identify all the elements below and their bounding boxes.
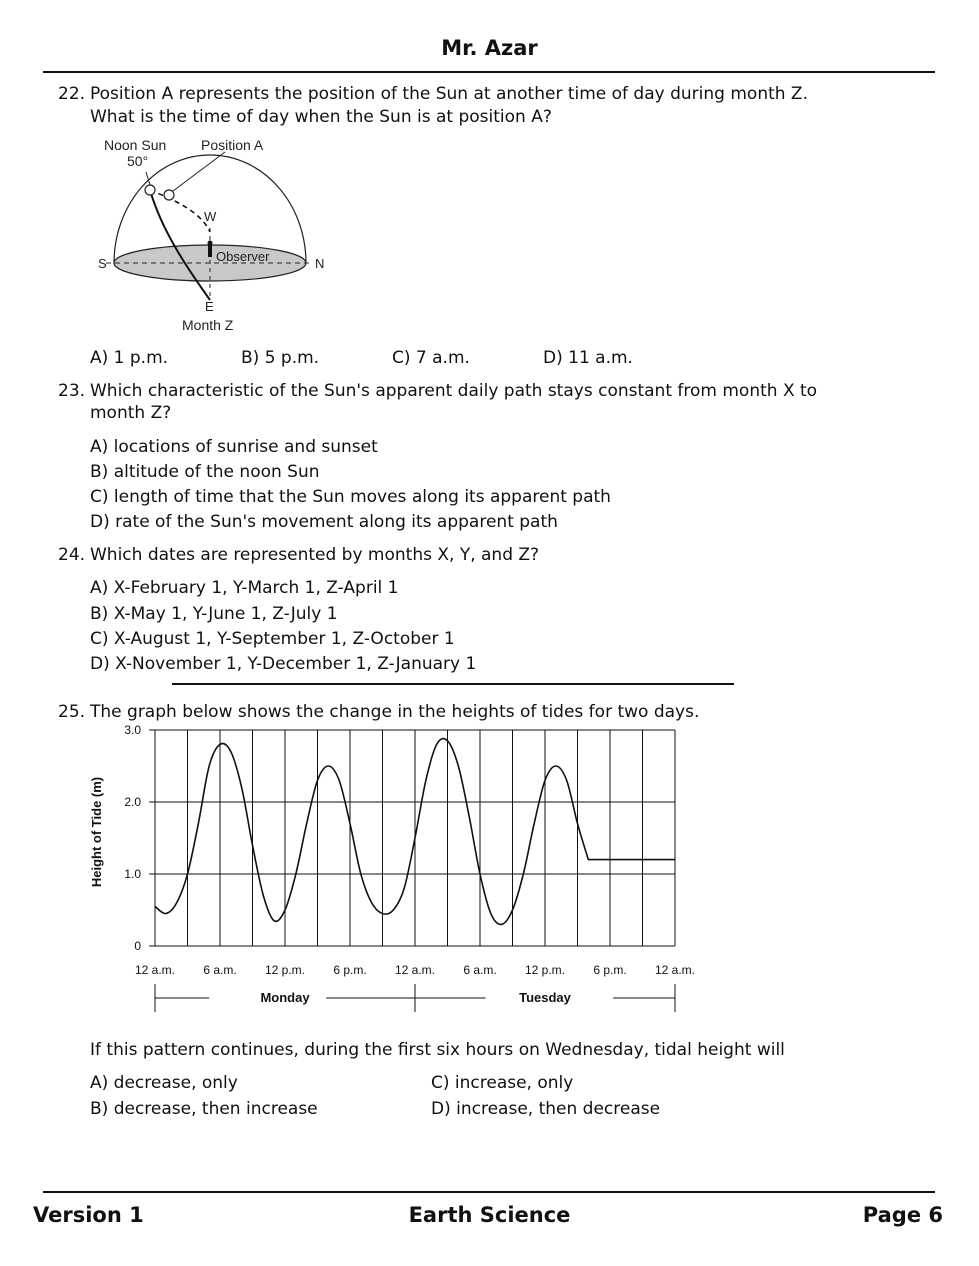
x-tick-label-3: 6 p.m. — [333, 963, 367, 977]
q24-option-b[interactable]: B) X-May 1, Y-June 1, Z-July 1 — [90, 604, 338, 624]
w-label: W — [204, 209, 217, 224]
position-a-pointer — [173, 152, 225, 191]
x-tick-label-1: 6 a.m. — [203, 963, 237, 977]
q22-line1: Position A represents the position of the Sun at another time of day during month Z. — [90, 84, 808, 104]
q23-option-c[interactable]: C) length of time that the Sun moves along its apparent path — [90, 487, 611, 507]
q23-option-a[interactable]: A) locations of sunrise and sunset — [90, 437, 378, 457]
q23-option-b[interactable]: B) altitude of the noon Sun — [90, 462, 320, 482]
q24-option-a[interactable]: A) X-February 1, Y-March 1, Z-April 1 — [90, 578, 399, 598]
q22-option-d[interactable]: D) 11 a.m. — [543, 348, 633, 368]
q24-option-c[interactable]: C) X-August 1, Y-September 1, Z-October 1 — [90, 629, 455, 649]
q25-prompt: If this pattern continues, during the first six hours on Wednesday, tidal height will — [90, 1040, 785, 1060]
q24-option-d[interactable]: D) X-November 1, Y-December 1, Z-January 1 — [90, 654, 477, 674]
y-axis-label: Height of Tide (m) — [89, 776, 104, 888]
footer-version: Version 1 — [33, 1203, 144, 1227]
observer-label: Observer — [216, 249, 270, 264]
q23-option-d[interactable]: D) rate of the Sun's movement along its apparent path — [90, 512, 558, 532]
noon-sun-label: Noon Sun — [104, 137, 167, 153]
q23-line2: month Z? — [90, 403, 172, 423]
footer-page: Page 6 — [862, 1203, 943, 1227]
q24-number: 24. — [58, 545, 86, 565]
n-label: N — [315, 256, 325, 271]
q25-number: 25. — [58, 702, 86, 722]
s-label: S — [98, 256, 107, 271]
observer-icon — [208, 241, 213, 258]
tide-chart — [80, 720, 720, 1020]
position-a-marker — [164, 190, 174, 200]
footer-rule — [43, 1191, 935, 1193]
x-tick-label-4: 12 a.m. — [394, 963, 436, 977]
position-a-label: Position A — [201, 137, 264, 153]
day-label-monday: Monday — [260, 990, 310, 1005]
sun-path-dashed — [150, 190, 210, 232]
sun-path-diagram — [90, 132, 350, 337]
section-divider — [172, 683, 734, 685]
noon-sun-marker — [145, 185, 155, 195]
day-label-tuesday: Tuesday — [519, 990, 571, 1005]
q22-option-c[interactable]: C) 7 a.m. — [392, 348, 470, 368]
footer-subject: Earth Science — [408, 1203, 571, 1227]
y-tick-label-2: 2.0 — [124, 795, 141, 809]
q22-line2: What is the time of day when the Sun is at position A? — [90, 107, 552, 127]
q23-number: 23. — [58, 381, 86, 401]
q25-option-d[interactable]: D) increase, then decrease — [431, 1099, 661, 1119]
e-label: E — [205, 299, 214, 314]
q25-line1: The graph below shows the change in the heights of tides for two days. — [90, 702, 700, 722]
x-tick-label-2: 12 p.m. — [264, 963, 306, 977]
x-tick-label-0: 12 a.m. — [134, 963, 176, 977]
header-rule — [43, 71, 935, 73]
q23-line1: Which characteristic of the Sun's apparent daily path stays constant from month X to — [90, 381, 818, 401]
q25-option-a[interactable]: A) decrease, only — [90, 1073, 238, 1093]
q24-line1: Which dates are represented by months X, Y, and Z? — [90, 545, 540, 565]
chart-grid — [149, 730, 675, 946]
x-tick-label-8: 12 a.m. — [654, 963, 696, 977]
y-tick-label-0: 0 — [134, 939, 141, 953]
q25-option-b[interactable]: B) decrease, then increase — [90, 1099, 318, 1119]
x-tick-label-5: 6 a.m. — [463, 963, 497, 977]
q22-option-a[interactable]: A) 1 p.m. — [90, 348, 169, 368]
y-tick-label-3: 3.0 — [124, 723, 141, 737]
page-header: Mr. Azar — [441, 36, 538, 60]
month-label: Month Z — [182, 317, 234, 333]
q25-option-c[interactable]: C) increase, only — [431, 1073, 574, 1093]
y-tick-label-1: 1.0 — [124, 867, 141, 881]
q22-number: 22. — [58, 84, 86, 104]
x-tick-label-7: 6 p.m. — [593, 963, 627, 977]
q22-option-b[interactable]: B) 5 p.m. — [241, 348, 320, 368]
x-tick-label-6: 12 p.m. — [524, 963, 566, 977]
angle-label: 50° — [127, 153, 149, 169]
